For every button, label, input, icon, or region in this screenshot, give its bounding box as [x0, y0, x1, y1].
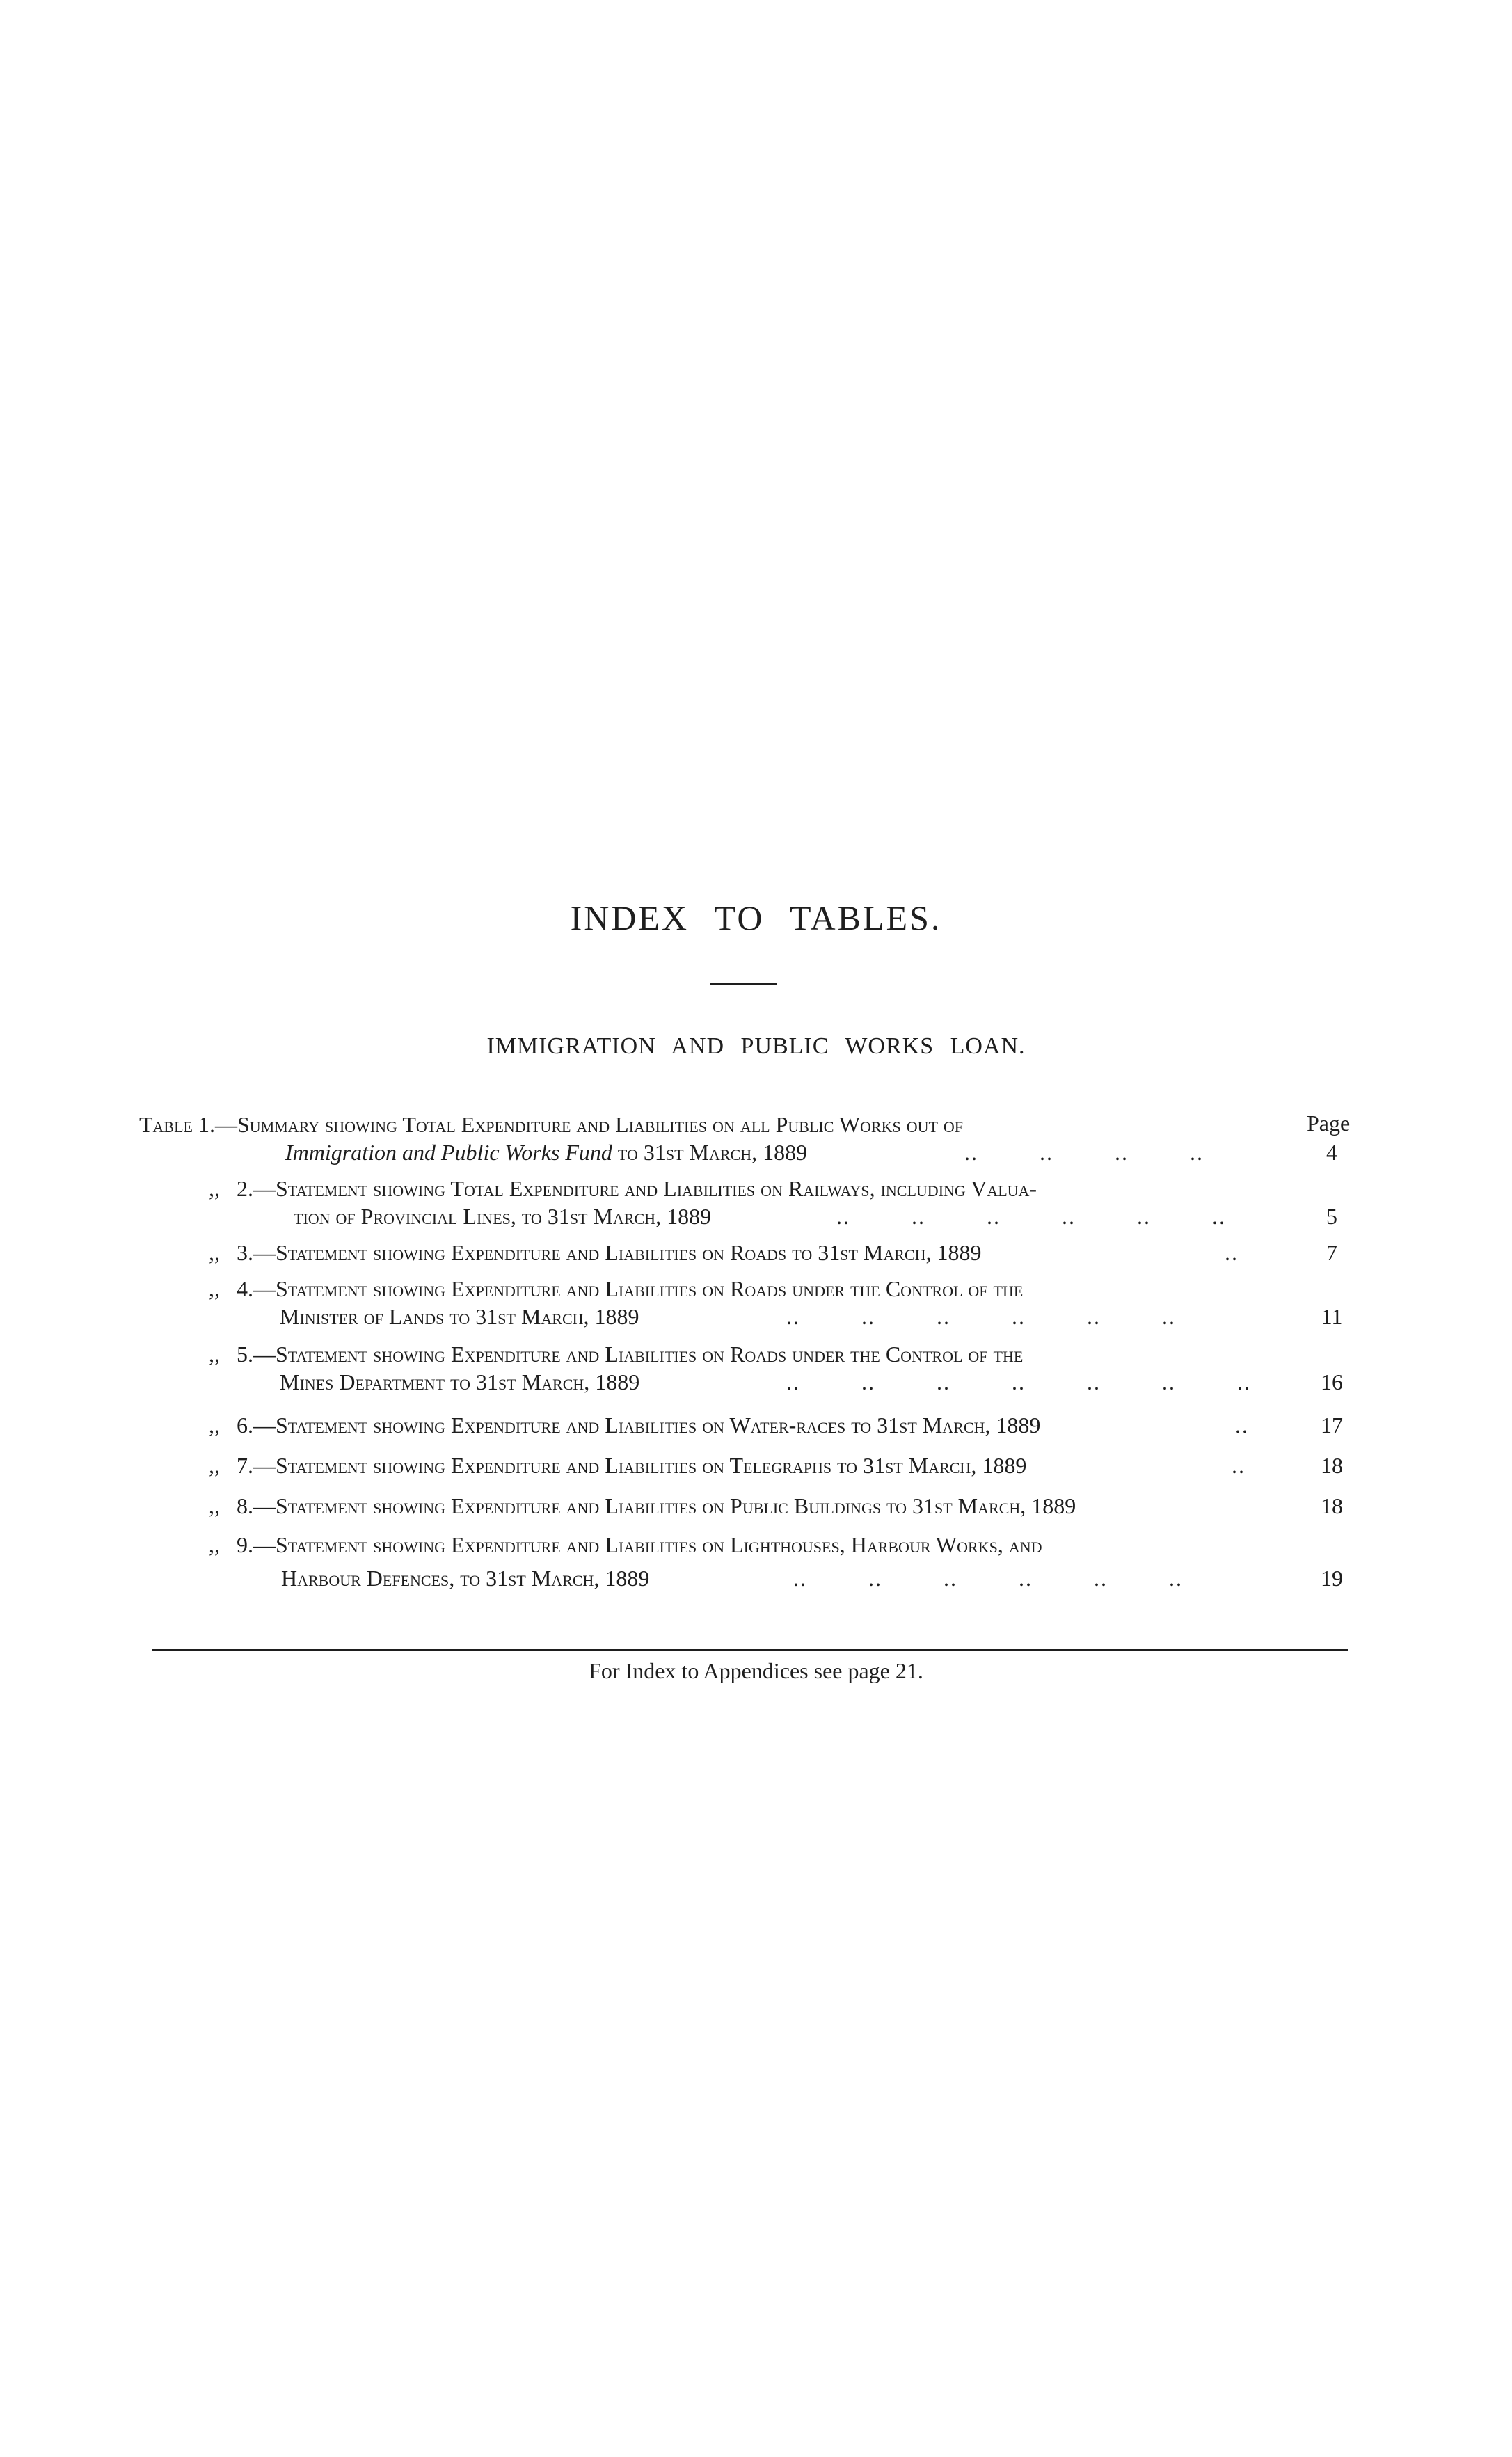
- entry-text-line2: to 31st March, 1889: [617, 1140, 808, 1165]
- section-title: IMMIGRATION AND PUBLIC WORKS LOAN.: [486, 1033, 1026, 1059]
- page-column-header: Page: [1307, 1111, 1351, 1136]
- entry-number: 2.: [237, 1176, 253, 1201]
- leader-dots: ..: [1225, 1240, 1239, 1265]
- entry-text-line1: —Statement showing Expenditure and Liabilities on Lighthouses, Harbour Works, and: [253, 1532, 1042, 1557]
- leader-dots: .. .. .. .. .. ..: [793, 1566, 1183, 1591]
- entry-text-line1: —Statement showing Expenditure and Liabilities on Telegraphs to 31st March, 1889: [253, 1453, 1027, 1478]
- leader-dots: ..: [1235, 1413, 1249, 1438]
- entry-prefix: Table: [139, 1112, 193, 1137]
- entry-text-line2: Mines Department to 31st March, 1889: [280, 1369, 640, 1394]
- footer-note: For Index to Appendices see page 21.: [589, 1658, 923, 1683]
- entry-number: 9.: [237, 1532, 253, 1557]
- entry-page: 19: [1321, 1566, 1343, 1591]
- entry-text-line1: —Statement showing Expenditure and Liabilities on Public Buildings to 31st March, 1889: [253, 1493, 1076, 1518]
- entry-fund-name: Immigration and Public Works Fund: [285, 1140, 612, 1165]
- leader-dots: .. .. .. .. .. .. ..: [786, 1369, 1251, 1394]
- entry-prefix: ,,: [209, 1453, 220, 1478]
- entry-text-line1: —Statement showing Expenditure and Liabilities on Roads under the Control of the: [253, 1342, 1024, 1367]
- entry-page: 18: [1321, 1453, 1343, 1478]
- index-title: INDEX TO TABLES.: [570, 898, 942, 937]
- leader-dots: .. .. .. ..: [964, 1140, 1204, 1165]
- entry-number: 3.: [237, 1240, 253, 1265]
- entry-prefix: ,,: [209, 1240, 220, 1265]
- entry-number: 1.: [198, 1112, 215, 1137]
- leader-dots: ..: [1232, 1453, 1246, 1478]
- entry-page: 7: [1326, 1240, 1337, 1265]
- entry-prefix: ,,: [209, 1493, 220, 1518]
- entry-text-line1: —Summary showing Total Expenditure and Liabilities on all Public Works out of: [215, 1112, 964, 1137]
- entry-page: 16: [1321, 1369, 1343, 1394]
- entry-text-line2: Harbour Defences, to 31st March, 1889: [281, 1566, 650, 1591]
- entry-page: 18: [1321, 1493, 1343, 1518]
- leader-dots: .. .. .. .. .. ..: [786, 1304, 1176, 1329]
- entry-prefix: ,,: [209, 1413, 220, 1438]
- entry-number: 8.: [237, 1493, 253, 1518]
- entry-page: 4: [1326, 1140, 1337, 1165]
- entry-prefix: ,,: [209, 1532, 220, 1557]
- entry-number: 6.: [237, 1413, 253, 1438]
- entry-prefix: ,,: [209, 1176, 220, 1201]
- entry-text-line1: —Statement showing Expenditure and Liabilities on Water-races to 31st March, 1889: [253, 1413, 1041, 1438]
- entry-number: 7.: [237, 1453, 253, 1478]
- entry-number: 4.: [237, 1276, 253, 1301]
- entry-page: 11: [1321, 1304, 1343, 1329]
- entry-prefix: ,,: [209, 1342, 220, 1367]
- footer-rule: [152, 1649, 1348, 1651]
- entry-number: 5.: [237, 1342, 253, 1367]
- entry-text-line2: tion of Provincial Lines, to 31st March, 1889: [294, 1204, 712, 1229]
- entry-page: 17: [1321, 1413, 1343, 1438]
- entry-text-line1: —Statement showing Expenditure and Liabilities on Roads to 31st March, 1889: [253, 1240, 982, 1265]
- entry-page: 5: [1326, 1204, 1337, 1229]
- entry-prefix: ,,: [209, 1276, 220, 1301]
- entry-text-line1: —Statement showing Total Expenditure and Liabilities on Railways, including Valua-: [253, 1176, 1037, 1201]
- leader-dots: .. .. .. .. .. ..: [836, 1204, 1226, 1229]
- entry-text-line1: —Statement showing Expenditure and Liabilities on Roads under the Control of the: [253, 1276, 1024, 1301]
- title-underline: [710, 983, 777, 985]
- entry-text-line2: Minister of Lands to 31st March, 1889: [280, 1304, 639, 1329]
